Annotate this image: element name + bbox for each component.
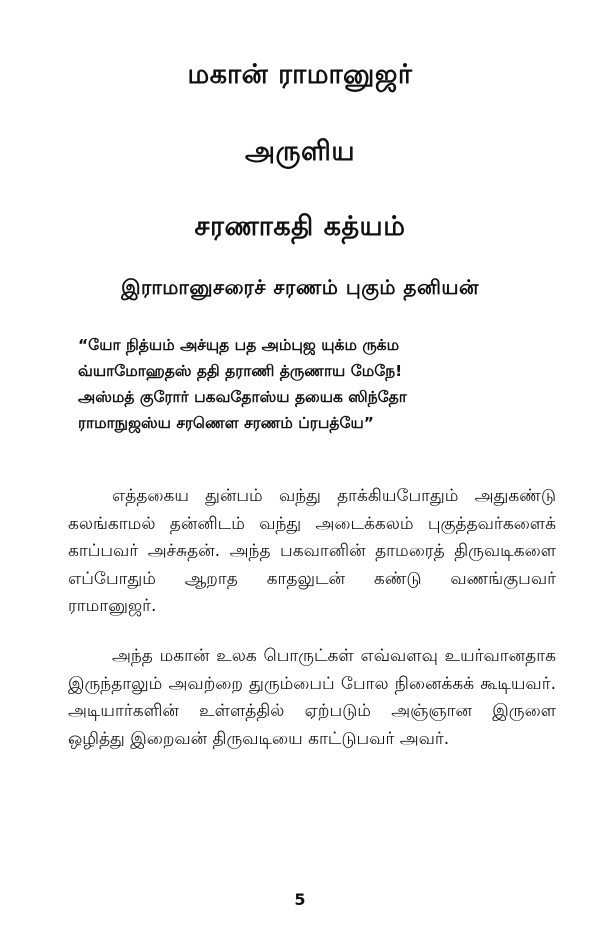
verse-line: அஸ்மத் குரோர் பகவதோஸ்ய தயைக ஸிந்தோ <box>78 388 407 406</box>
title-line-1: மகான் ராமானுஜர் <box>187 59 413 90</box>
page-number: 5 <box>294 890 306 909</box>
verse-line: “யோ நித்யம் அச்யுத பத அம்புஜ யுக்ம ருக்ம <box>78 336 400 354</box>
verse-line: ராமாநுஜஸ்ய சரணௌ சரணம் ப்ரபத்யே” <box>78 414 374 432</box>
verse-block <box>78 332 548 436</box>
body-paragraph-2: அந்த மகான் உலக பொருட்கள் எவ்வளவு உயர்வானதாக இருந்தாலும் அவற்றை துரும்பைப் போல நினைக்கக் கூடியவர். அடியார்களின் உள்ளத்தில் ஏற்படும் அஞ்ஞான இருளை ஒழித்து இறைவன் திருவடியை காட்டுபவர் அவர். <box>68 646 556 749</box>
title-line-3: சரணாகதி கத்யம் <box>194 211 406 242</box>
body-paragraph-1: எத்தகைய துன்பம் வந்து தாக்கியபோதும் அதுகண்டு கலங்காமல் தன்னிடம் வந்து அடைக்கலம் புகுத்தவர்களைக் காப்பவர் அச்சுதன். அந்த பகவானின் தாமரைத் திருவடிகளை எப்போதும் ஆறாத காதலுடன் கண்டு வணங்குபவர் ராமானுஜர். <box>68 486 556 616</box>
verse-line: வ்யாமோஹதஸ் ததி தராணி த்ருணாய மேநே! <box>78 362 403 380</box>
section-subtitle: இராமானுசரைச் சரணம் புகும் தனியன் <box>121 275 479 299</box>
title-line-2: அருளிய <box>244 136 356 167</box>
